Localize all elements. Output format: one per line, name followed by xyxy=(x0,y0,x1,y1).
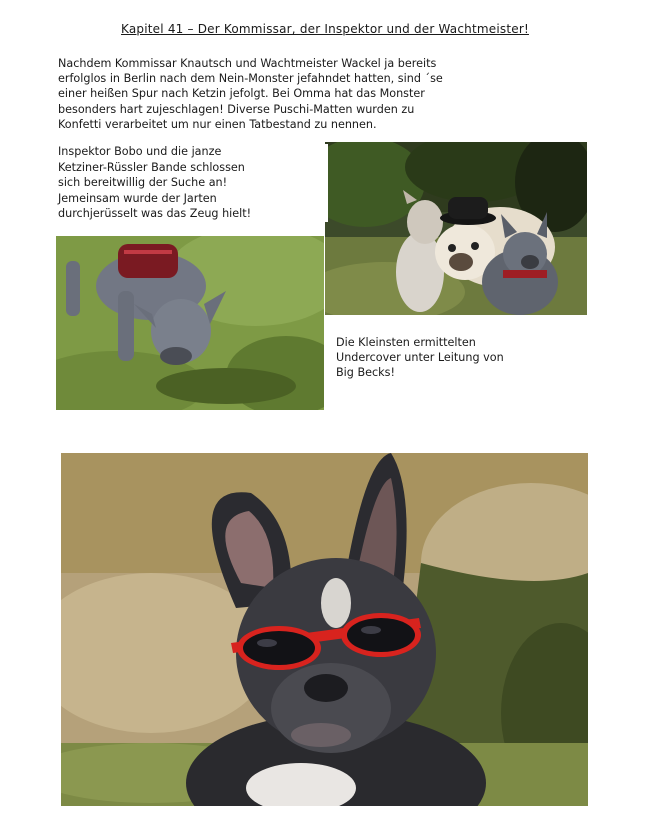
photo-puppy-sniffing-grass xyxy=(56,236,324,410)
caption-line: Undercover unter Leitung von xyxy=(336,351,504,365)
intro-line: Nachdem Kommissar Knautsch und Wachtmeister Wackel ja bereits xyxy=(58,57,437,70)
inset-text-box xyxy=(58,144,328,222)
intro-line: erfolglos in Berlin nach dem Nein-Monster jefahndet hatten, sind ´se xyxy=(58,72,443,86)
inset-line: Inspektor Bobo und die janze xyxy=(58,145,222,158)
inset-line: Jemeinsam wurde der Jarten xyxy=(58,191,217,205)
inset-line: durchjerüsselt was das Zeug hielt! xyxy=(58,207,252,221)
photo-dog-with-sunglasses xyxy=(61,453,588,806)
inset-line: Ketziner-Rüssler Bande schlossen xyxy=(58,160,245,174)
page-title: Kapitel 41 – Der Kommissar, der Inspektor und der Wachtmeister! xyxy=(121,22,529,36)
caption-line: Big Becks! xyxy=(336,366,395,380)
intro-paragraph xyxy=(58,56,590,132)
intro-line: Konfetti verarbeitet um nur einen Tatbestand zu nennen. xyxy=(58,117,377,131)
inset-line: sich bereitwillig der Suche an! xyxy=(58,176,228,190)
photo-caption xyxy=(336,335,596,381)
intro-line: besonders hart zujeschlagen! Diverse Puschi-Matten wurden zu xyxy=(58,102,415,116)
photo-dogs-with-hat xyxy=(325,142,587,315)
caption-line: Die Kleinsten ermittelten xyxy=(336,336,476,349)
intro-line: einer heißen Spur nach Ketzin jefolgt. Bei Omma hat das Monster xyxy=(58,87,425,101)
